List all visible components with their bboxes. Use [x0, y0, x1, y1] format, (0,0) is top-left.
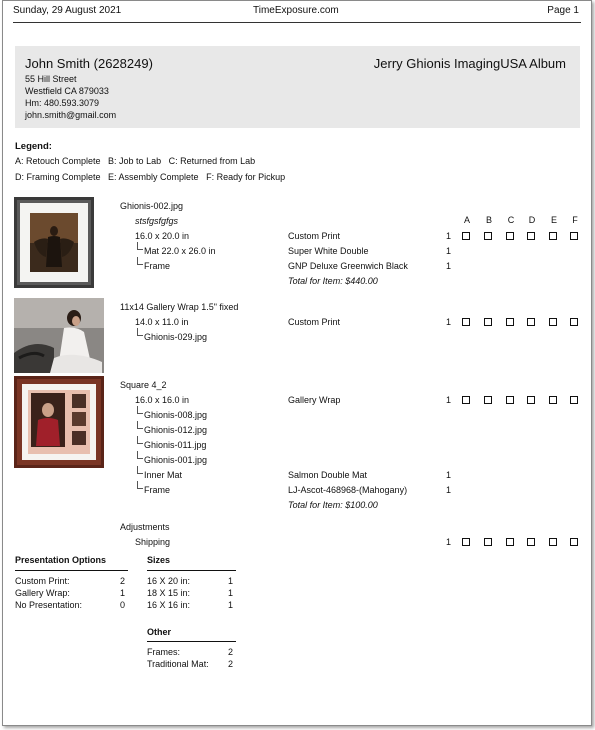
presentation-row-label: No Presentation:: [15, 600, 83, 610]
item-1-thumbnail: [14, 197, 94, 288]
item-3-status-d-checkbox[interactable]: [527, 396, 535, 404]
shipping-qty: 1: [446, 537, 452, 547]
item-1-frame-desc: GNP Deluxe Greenwich Black: [288, 261, 408, 271]
status-col-c: C: [507, 215, 515, 225]
item-2-size: 14.0 x 11.0 in: [135, 317, 189, 327]
tree-connector: [137, 257, 143, 265]
other-row-label: Traditional Mat:: [147, 659, 209, 669]
item-1-size-qty: 1: [446, 231, 452, 241]
item-3-filename-1: Ghionis-008.jpg: [144, 410, 208, 420]
shipping-status-a-checkbox[interactable]: [462, 538, 470, 546]
item-1-total: Total for Item: $440.00: [288, 276, 378, 286]
sizes-row-label: 18 X 15 in:: [147, 588, 191, 598]
item-1-size: 16.0 x 20.0 in: [135, 231, 190, 241]
tree-connector: [137, 481, 143, 489]
presentation-row-label: Custom Print:: [15, 576, 70, 586]
tree-connector: [137, 406, 143, 414]
item-2-status-e-checkbox[interactable]: [549, 318, 557, 326]
item-3-inner-mat: Inner Mat: [144, 470, 183, 480]
customer-phone: Hm: 480.593.3079: [25, 98, 100, 108]
album-title: Jerry Ghionis ImagingUSA Album: [373, 56, 566, 71]
sizes-row-label: 16 X 20 in:: [147, 576, 191, 586]
item-2-status-a-checkbox[interactable]: [462, 318, 470, 326]
sizes-title: Sizes: [147, 555, 171, 565]
item-2-filename: Ghionis-029.jpg: [144, 332, 208, 342]
customer-address-1: 55 Hill Street: [25, 74, 77, 84]
item-3-filename-4: Ghionis-001.jpg: [144, 455, 208, 465]
item-1-size-desc: Custom Print: [288, 231, 341, 241]
shipping-status-e-checkbox[interactable]: [549, 538, 557, 546]
customer-email: john.smith@gmail.com: [25, 110, 117, 120]
item-3-thumbnail: [14, 376, 104, 468]
adjustments-title: Adjustments: [120, 522, 170, 532]
item-3-inner-mat-desc: Salmon Double Mat: [288, 470, 368, 480]
sizes-row-value: 1: [228, 576, 234, 586]
item-2-title: 11x14 Gallery Wrap 1.5" fixed: [120, 302, 239, 312]
item-3-filename-3: Ghionis-011.jpg: [144, 440, 207, 450]
item-1-filename: Ghionis-002.jpg: [120, 201, 184, 211]
item-3-size-desc: Gallery Wrap: [288, 395, 341, 405]
page-number: Page 1: [547, 5, 579, 16]
item-1-frame-qty: 1: [446, 261, 452, 271]
item-3-filename-2: Ghionis-012.jpg: [144, 425, 208, 435]
status-col-a: A: [463, 215, 470, 225]
shipping-status-c-checkbox[interactable]: [506, 538, 514, 546]
item-1-frame: Frame: [144, 261, 171, 271]
item-2-status-c-checkbox[interactable]: [506, 318, 514, 326]
presentation-row-label: Gallery Wrap:: [15, 588, 70, 598]
tree-connector: [137, 436, 143, 444]
item-3-size-qty: 1: [446, 395, 452, 405]
item-3-total: Total for Item: $100.00: [288, 500, 378, 510]
item-1-mat-qty: 1: [446, 246, 452, 256]
item-2-thumbnail: [14, 298, 104, 373]
item-1-mat-desc: Super White Double: [288, 246, 369, 256]
header-divider: [13, 22, 581, 23]
item-3-size: 16.0 x 16.0 in: [135, 395, 190, 405]
section-divider: [147, 641, 236, 642]
status-col-f: F: [572, 215, 578, 225]
customer-address-2: Westfield CA 879033: [25, 86, 109, 96]
item-1-status-d-checkbox[interactable]: [527, 232, 535, 240]
presentation-row-value: 0: [120, 600, 126, 610]
item-2-size-qty: 1: [446, 317, 452, 327]
customer-panel: [15, 46, 580, 128]
other-row-value: 2: [228, 647, 234, 657]
presentation-options-title: Presentation Options: [15, 555, 107, 565]
item-3-status-f-checkbox[interactable]: [570, 396, 578, 404]
item-3-frame-desc: LJ-Ascot-468968-(Mahogany): [288, 485, 408, 495]
item-3-status-b-checkbox[interactable]: [484, 396, 492, 404]
item-3-status-e-checkbox[interactable]: [549, 396, 557, 404]
item-2-status-b-checkbox[interactable]: [484, 318, 492, 326]
legend-title: Legend:: [15, 141, 52, 152]
tree-connector: [137, 451, 143, 459]
customer-name: John Smith (2628249): [25, 56, 153, 71]
site-name: TimeExposure.com: [253, 5, 339, 16]
sizes-row-label: 16 X 16 in:: [147, 600, 191, 610]
item-3-inner-mat-qty: 1: [446, 470, 452, 480]
item-3-status-a-checkbox[interactable]: [462, 396, 470, 404]
section-divider: [15, 570, 128, 571]
status-col-e: E: [550, 215, 557, 225]
presentation-row-value: 2: [120, 576, 126, 586]
item-2-status-f-checkbox[interactable]: [570, 318, 578, 326]
item-2-status-d-checkbox[interactable]: [527, 318, 535, 326]
item-3-status-c-checkbox[interactable]: [506, 396, 514, 404]
item-1-status-c-checkbox[interactable]: [506, 232, 514, 240]
item-2-size-desc: Custom Print: [288, 317, 341, 327]
shipping-status-b-checkbox[interactable]: [484, 538, 492, 546]
shipping-status-d-checkbox[interactable]: [527, 538, 535, 546]
report-page: [2, 0, 592, 726]
report-date: Sunday, 29 August 2021: [13, 5, 122, 16]
tree-connector: [137, 466, 143, 474]
legend-line-2: D: Framing Complete E: Assembly Complete F: Ready for Pickup: [15, 172, 286, 182]
item-3-frame-qty: 1: [446, 485, 452, 495]
item-3-title: Square 4_2: [120, 380, 167, 390]
item-1-status-b-checkbox[interactable]: [484, 232, 492, 240]
sizes-row-value: 1: [228, 600, 234, 610]
sizes-row-value: 1: [228, 588, 234, 598]
tree-connector: [137, 328, 143, 336]
other-row-value: 2: [228, 659, 234, 669]
presentation-row-value: 1: [120, 588, 126, 598]
status-col-d: D: [528, 215, 536, 225]
item-1-status-a-checkbox[interactable]: [462, 232, 470, 240]
other-title: Other: [147, 627, 172, 637]
item-1-status-e-checkbox[interactable]: [549, 232, 557, 240]
item-1-mat: Mat 22.0 x 26.0 in: [144, 246, 216, 256]
other-row-label: Frames:: [147, 647, 181, 657]
shipping-status-f-checkbox[interactable]: [570, 538, 578, 546]
item-1-note: stsfgsfgfgs: [135, 216, 179, 226]
legend-line-1: A: Retouch Complete B: Job to Lab C: Returned from Lab: [15, 156, 256, 166]
item-1-status-f-checkbox[interactable]: [570, 232, 578, 240]
tree-connector: [137, 242, 143, 250]
shipping-label: Shipping: [135, 537, 171, 547]
item-3-frame: Frame: [144, 485, 171, 495]
tree-connector: [137, 421, 143, 429]
section-divider: [147, 570, 236, 571]
status-col-b: B: [485, 215, 492, 225]
